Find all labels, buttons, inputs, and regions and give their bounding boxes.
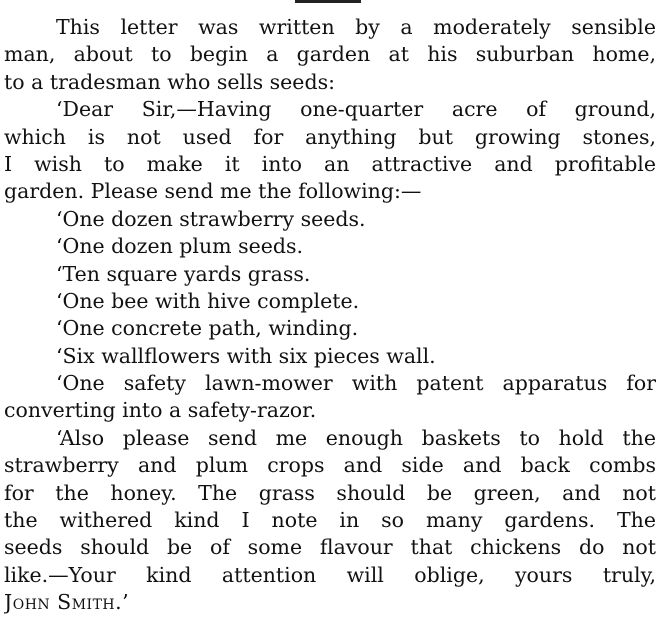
order-item: ‘One bee with hive complete. xyxy=(56,288,360,313)
paragraph-line: for the honey. The grass should be green, and not xyxy=(4,480,656,505)
paragraph-line: strawberry and plum crops and side and back combs xyxy=(4,453,656,478)
paragraph-line: man, about to begin a garden at his suburban home, xyxy=(4,42,656,67)
order-item: ‘Ten square yards grass. xyxy=(56,261,311,286)
order-item: ‘One safety lawn-mower with patent apparatus for xyxy=(56,371,656,396)
order-item: ‘One concrete path, winding. xyxy=(56,316,359,341)
paragraph-line: seeds should be of some flavour that chickens do not xyxy=(4,535,656,560)
paragraph-line: to a tradesman who sells seeds: xyxy=(4,69,335,94)
order-item: ‘One dozen strawberry seeds. xyxy=(56,206,366,231)
paragraph-line: garden. Please send me the following:— xyxy=(4,179,422,204)
letter-article xyxy=(4,14,656,617)
header-rule xyxy=(295,0,361,3)
paragraph-line: like.—Your kind attention will oblige, yours truly, xyxy=(4,562,656,587)
paragraph-line: I wish to make it into an attractive and profitable xyxy=(4,151,656,176)
order-item: ‘One dozen plum seeds. xyxy=(56,234,304,259)
paragraph-line: This letter was written by a moderately sensible xyxy=(56,15,656,39)
signature: John Smith.’ xyxy=(4,590,130,615)
paragraph-line: which is not used for anything but growing stones, xyxy=(4,124,656,149)
paragraph-line: the withered kind I note in so many gardens. The xyxy=(4,508,656,533)
paragraph-line: converting into a safety-razor. xyxy=(4,398,317,423)
order-item: ‘Six wallflowers with six pieces wall. xyxy=(56,343,436,368)
paragraph-line: ‘Also please send me enough baskets to hold the xyxy=(56,425,656,450)
paragraph-line: ‘Dear Sir,—Having one-quarter acre of ground, xyxy=(56,97,656,122)
